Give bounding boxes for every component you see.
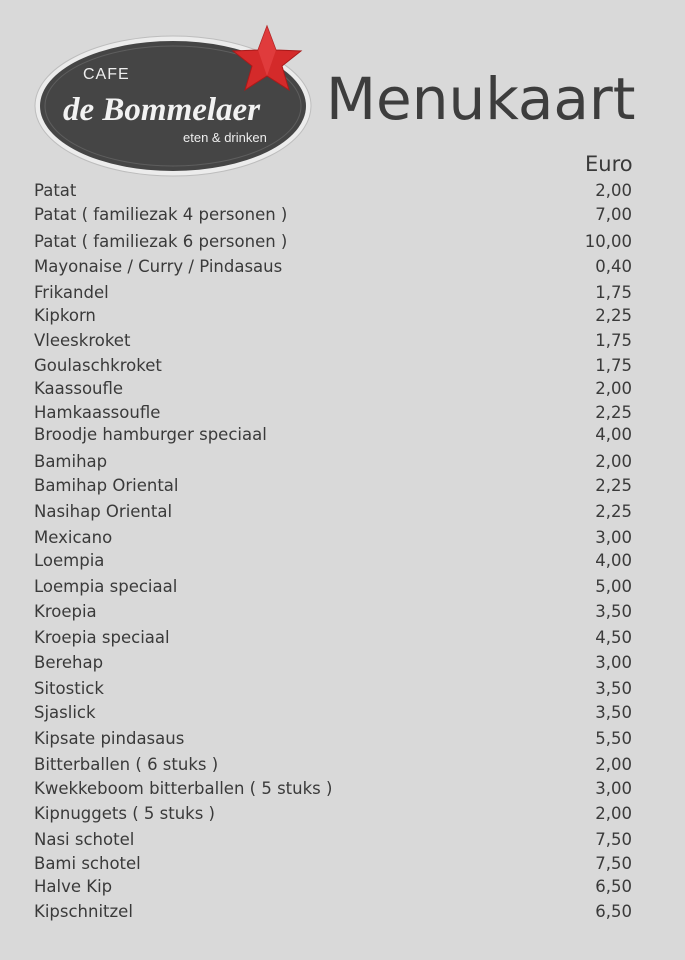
- menu-item-price: 2,00: [595, 181, 632, 200]
- menu-item-name: Frikandel: [34, 283, 109, 302]
- menu-item-name: Patat: [34, 181, 77, 200]
- menu-item-price: 0,40: [595, 257, 632, 276]
- menu-item-price: 3,00: [595, 653, 632, 672]
- menu-item-price: 4,00: [595, 551, 632, 570]
- menu-item-price: 2,00: [595, 452, 632, 471]
- menu-item-price: 7,50: [595, 830, 632, 849]
- menu-item: [34, 423, 632, 447]
- menu-item-name: Bamihap: [34, 452, 108, 471]
- menu-item: [34, 701, 632, 725]
- menu-item: [34, 777, 632, 801]
- menu-item-name: Bami schotel: [34, 854, 141, 873]
- menu-item-name: Kipkorn: [34, 306, 96, 325]
- menu-item: [34, 575, 632, 599]
- menu-item: [34, 179, 632, 203]
- menu-item-price: 2,00: [595, 755, 632, 774]
- menu-item: [34, 450, 632, 474]
- menu-item-name: Nasihap Oriental: [34, 502, 173, 521]
- menu-item: [34, 500, 632, 524]
- menu-item-price: 5,00: [595, 577, 632, 596]
- menu-item-name: Bamihap Oriental: [34, 476, 179, 495]
- menu-item-price: 10,00: [584, 232, 632, 251]
- menu-item-price: 6,50: [595, 877, 632, 896]
- menu-item-name: Vleeskroket: [34, 331, 131, 350]
- menu-item: [34, 354, 632, 378]
- menu-item: [34, 852, 632, 876]
- menu-item-name: Patat ( familiezak 4 personen ): [34, 205, 288, 224]
- menu-item: [34, 255, 632, 279]
- menu-item-price: 5,50: [595, 729, 632, 748]
- menu-item-price: 2,00: [595, 379, 632, 398]
- menu-item: [34, 651, 632, 675]
- menu-item-name: Kroepia speciaal: [34, 628, 170, 647]
- menu-item: [34, 802, 632, 826]
- menu-item: [34, 549, 632, 573]
- menu-item-name: Broodje hamburger speciaal: [34, 425, 267, 444]
- menu-item-price: 3,50: [595, 602, 632, 621]
- menu-item: [34, 474, 632, 498]
- menu-item-name: Goulaschkroket: [34, 356, 162, 375]
- menu-item-name: Loempia speciaal: [34, 577, 178, 596]
- menu-item-price: 3,00: [595, 528, 632, 547]
- menu-item-price: 1,75: [595, 356, 632, 375]
- menu-item: [34, 753, 632, 777]
- menu-item: [34, 304, 632, 328]
- menu-item: [34, 377, 632, 401]
- menu-item-name: Kipnuggets ( 5 stuks ): [34, 804, 215, 823]
- page-title: Menukaart: [326, 65, 636, 133]
- menu-item: [34, 828, 632, 852]
- menu-item-name: Kipschnitzel: [34, 902, 133, 921]
- menu-item: [34, 526, 632, 550]
- menu-item-name: Mayonaise / Curry / Pindasaus: [34, 257, 283, 276]
- menu-item: [34, 281, 632, 305]
- menu-item-name: Sitostick: [34, 679, 104, 698]
- menu-item-name: Hamkaassoufle: [34, 403, 161, 422]
- menu-item-price: 4,00: [595, 425, 632, 444]
- menu-item-price: 3,00: [595, 779, 632, 798]
- menu-item: [34, 727, 632, 751]
- cafe-logo: [33, 24, 323, 184]
- menu-item-price: 2,25: [595, 403, 632, 422]
- menu-item-name: Halve Kip: [34, 877, 113, 896]
- menu-item-price: 2,25: [595, 306, 632, 325]
- menu-item-price: 6,50: [595, 902, 632, 921]
- menu-item-name: Loempia: [34, 551, 105, 570]
- menu-item-name: Mexicano: [34, 528, 113, 547]
- logo-line-name: de Bommelaer: [63, 92, 261, 128]
- menu-item-price: 4,50: [595, 628, 632, 647]
- menu-item-price: 7,50: [595, 854, 632, 873]
- menu-item: [34, 230, 632, 254]
- menu-item-name: Kroepia: [34, 602, 97, 621]
- menu-item-price: 3,50: [595, 703, 632, 722]
- menu-item-name: Kaassoufle: [34, 379, 124, 398]
- menu-item-name: Patat ( familiezak 6 personen ): [34, 232, 288, 251]
- menu-item-name: Bitterballen ( 6 stuks ): [34, 755, 219, 774]
- menu-item: [34, 875, 632, 899]
- menu-item-price: 1,75: [595, 331, 632, 350]
- menu-item-name: Kipsate pindasaus: [34, 729, 185, 748]
- logo-line-cafe: CAFE: [83, 66, 130, 83]
- menu-item-name: Sjaslick: [34, 703, 96, 722]
- menu-item: [34, 900, 632, 924]
- menu-item-price: 7,00: [595, 205, 632, 224]
- currency-header: Euro: [585, 152, 633, 176]
- menu-item: [34, 401, 632, 425]
- menu-item-price: 2,00: [595, 804, 632, 823]
- menu-item: [34, 677, 632, 701]
- menu-item-name: Kwekkeboom bitterballen ( 5 stuks ): [34, 779, 333, 798]
- menu-item-price: 3,50: [595, 679, 632, 698]
- menu-item-price: 2,25: [595, 476, 632, 495]
- menu-item: [34, 329, 632, 353]
- menu-item: [34, 203, 632, 227]
- logo-line-tagline: eten & drinken: [183, 130, 267, 145]
- menu-item-price: 1,75: [595, 283, 632, 302]
- menu-item: [34, 626, 632, 650]
- menu-item-price: 2,25: [595, 502, 632, 521]
- menu-item-name: Nasi schotel: [34, 830, 135, 849]
- menu-item: [34, 600, 632, 624]
- menu-item-name: Berehap: [34, 653, 104, 672]
